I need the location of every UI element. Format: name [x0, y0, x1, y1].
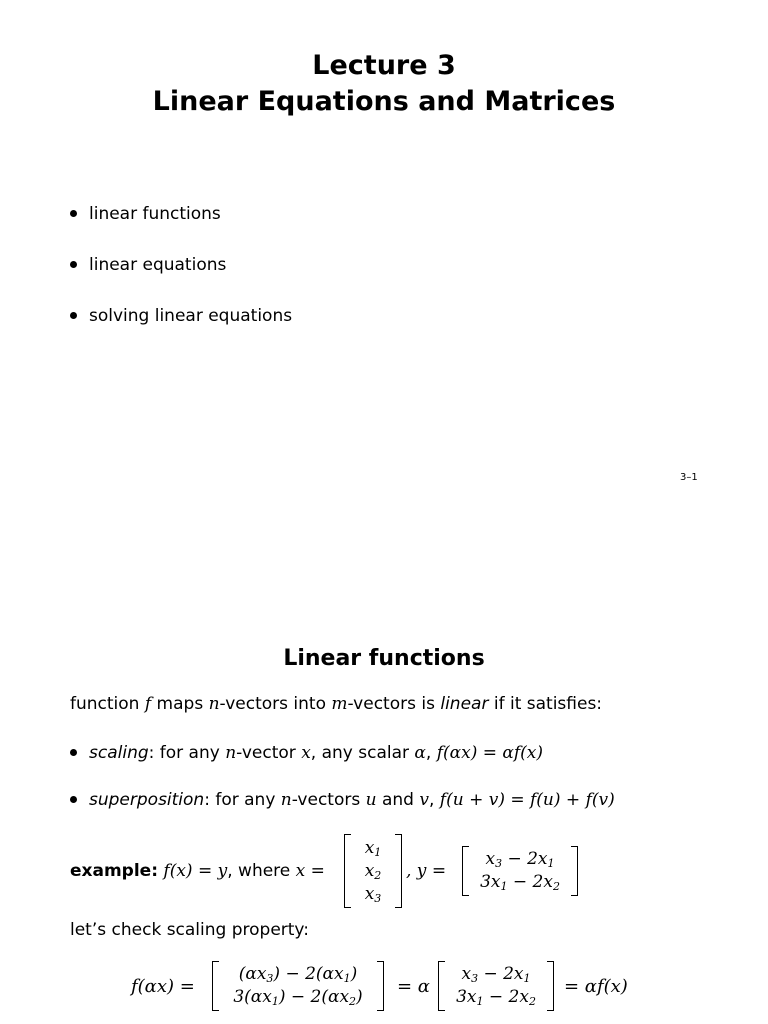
matrix-cell: $x_3 - 2x_1$ [485, 849, 555, 870]
scaling-formula: f(αx) = αf(x) [436, 743, 544, 763]
scaled-result-matrix [212, 961, 384, 1011]
bullet-item: linear functions [70, 203, 221, 225]
equation-mid: = α [397, 976, 430, 997]
check-text: let’s check scaling property: [70, 920, 309, 940]
y-vector-matrix [462, 846, 578, 896]
bullet-dot-icon [70, 749, 77, 756]
scaling-bullet: scaling: for any n-vector x, any scalar α, f(αx) = αf(x) [70, 742, 543, 764]
example-line: example: f(x) = y, where x = [70, 861, 325, 881]
matrix-cell: $(\alpha x_3) - 2(\alpha x_1)$ [238, 964, 358, 985]
bullet-item: solving linear equations [70, 305, 292, 327]
matrix-cell: $3(\alpha x_1) - 2(\alpha x_2)$ [233, 987, 363, 1008]
bullet-dot-icon [70, 261, 77, 268]
definition-line: function f maps n-vectors into m-vectors is linear if it satisfies: [70, 694, 603, 714]
superposition-bullet: superposition: for any n-vectors u and v, f(u + v) = f(u) + f(v) [70, 789, 615, 811]
lecture-title: Linear Equations and Matrices [152, 86, 616, 117]
bullet-item: linear equations [70, 254, 226, 276]
lecture-number-title: Lecture 3 [312, 50, 456, 81]
matrix-cell: $x_3 - 2x_1$ [461, 964, 531, 985]
matrix-cell: $3x_1 - 2x_2$ [480, 872, 560, 893]
equation-lhs: f(αx) = [131, 976, 195, 997]
matrix-cell: $x_3$ [364, 884, 382, 905]
matrix-cell: $x_1$ [364, 838, 382, 859]
bullet-dot-icon [70, 796, 77, 803]
superposition-formula: f(u + v) = f(u) + f(v) [439, 790, 615, 810]
section-title: Linear functions [283, 646, 485, 671]
matrix-cell: $3x_1 - 2x_2$ [456, 987, 536, 1008]
factored-matrix [438, 961, 554, 1011]
equation-rhs: = αf(x) [564, 976, 628, 997]
page-number: 3–1 [680, 472, 698, 483]
y-equals: , y = [406, 861, 447, 881]
x-vector-matrix [344, 834, 402, 908]
bullet-dot-icon [70, 312, 77, 319]
matrix-cell: $x_2$ [364, 861, 382, 882]
bullet-dot-icon [70, 210, 77, 217]
